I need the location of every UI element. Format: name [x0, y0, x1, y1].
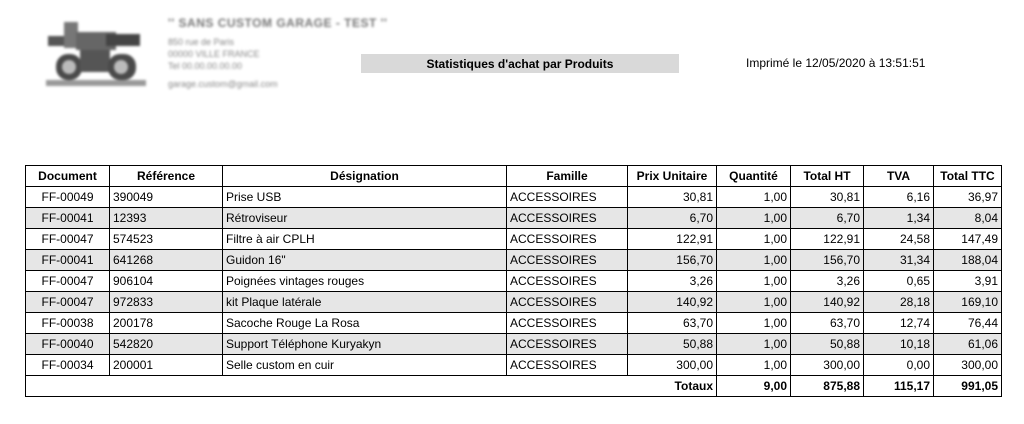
- cell-prix-unitaire: 156,70: [628, 250, 717, 271]
- print-timestamp: Imprimé le 12/05/2020 à 13:51:51: [746, 56, 926, 70]
- cell-total-ht: 63,70: [791, 313, 864, 334]
- cell-reference: 12393: [110, 208, 223, 229]
- cell-document: FF-00038: [26, 313, 110, 334]
- cell-designation: Guidon 16": [223, 250, 507, 271]
- table-row: [26, 355, 1002, 376]
- cell-tva: 31,34: [864, 250, 934, 271]
- cell-designation: kit Plaque latérale: [223, 292, 507, 313]
- cell-document: FF-00040: [26, 334, 110, 355]
- total-quantite: 9,00: [717, 376, 791, 397]
- cell-document: FF-00041: [26, 208, 110, 229]
- totals-row: [26, 376, 1002, 397]
- cell-total-ttc: 169,10: [934, 292, 1002, 313]
- totals-label: Totaux: [674, 379, 713, 393]
- cell-tva: 0,00: [864, 355, 934, 376]
- cell-total-ht: 156,70: [791, 250, 864, 271]
- total-tva: 115,17: [864, 376, 934, 397]
- cell-tva: 12,74: [864, 313, 934, 334]
- cell-document: FF-00047: [26, 292, 110, 313]
- cell-prix-unitaire: 3,26: [628, 271, 717, 292]
- purchase-statistics-table: [25, 165, 1002, 397]
- company-email: garage.custom@gmail.com: [168, 79, 278, 89]
- cell-designation: Support Téléphone Kuryakyn: [223, 334, 507, 355]
- company-phone: Tel 00.00.00.00.00: [168, 61, 243, 71]
- cell-total-ttc: 36,97: [934, 187, 1002, 208]
- report-title: Statistiques d'achat par Produits: [361, 54, 679, 73]
- table-row: [26, 208, 1002, 229]
- cell-famille: ACCESSOIRES: [507, 355, 628, 376]
- cell-quantite: 1,00: [717, 250, 791, 271]
- company-address-line: 00000 VILLE FRANCE: [168, 49, 260, 59]
- cell-total-ttc: 3,91: [934, 271, 1002, 292]
- cell-prix-unitaire: 6,70: [628, 208, 717, 229]
- total-ttc: 991,05: [934, 376, 1002, 397]
- cell-prix-unitaire: 50,88: [628, 334, 717, 355]
- column-header-prix-unitaire: Prix Unitaire: [628, 166, 717, 187]
- cell-reference: 641268: [110, 250, 223, 271]
- cell-total-ht: 6,70: [791, 208, 864, 229]
- cell-reference: 200178: [110, 313, 223, 334]
- cell-tva: 0,65: [864, 271, 934, 292]
- cell-total-ht: 122,91: [791, 229, 864, 250]
- cell-famille: ACCESSOIRES: [507, 271, 628, 292]
- cell-quantite: 1,00: [717, 355, 791, 376]
- company-name: '' SANS CUSTOM GARAGE - TEST '': [168, 16, 388, 30]
- table-row: [26, 292, 1002, 313]
- table-row: [26, 250, 1002, 271]
- cell-famille: ACCESSOIRES: [507, 334, 628, 355]
- cell-reference: 972833: [110, 292, 223, 313]
- cell-famille: ACCESSOIRES: [507, 313, 628, 334]
- cell-total-ht: 140,92: [791, 292, 864, 313]
- cell-total-ttc: 8,04: [934, 208, 1002, 229]
- table-row: [26, 334, 1002, 355]
- table-row: [26, 313, 1002, 334]
- column-header-document: Document: [26, 166, 110, 187]
- column-header-quantite: Quantité: [717, 166, 791, 187]
- company-address-line: 850 rue de Paris: [168, 37, 235, 47]
- column-header-reference: Référence: [110, 166, 223, 187]
- cell-tva: 24,58: [864, 229, 934, 250]
- cell-designation: Filtre à air CPLH: [223, 229, 507, 250]
- column-header-famille: Famille: [507, 166, 628, 187]
- cell-tva: 1,34: [864, 208, 934, 229]
- totals-spacer: [26, 376, 717, 397]
- cell-document: FF-00047: [26, 229, 110, 250]
- cell-prix-unitaire: 122,91: [628, 229, 717, 250]
- cell-famille: ACCESSOIRES: [507, 250, 628, 271]
- cell-total-ttc: 147,49: [934, 229, 1002, 250]
- cell-famille: ACCESSOIRES: [507, 208, 628, 229]
- cell-designation: Poignées vintages rouges: [223, 271, 507, 292]
- cell-total-ttc: 188,04: [934, 250, 1002, 271]
- cell-quantite: 1,00: [717, 334, 791, 355]
- cell-reference: 542820: [110, 334, 223, 355]
- cell-total-ht: 3,26: [791, 271, 864, 292]
- cell-tva: 6,16: [864, 187, 934, 208]
- cell-designation: Rétroviseur: [223, 208, 507, 229]
- table-row: [26, 229, 1002, 250]
- cell-designation: Sacoche Rouge La Rosa: [223, 313, 507, 334]
- cell-quantite: 1,00: [717, 292, 791, 313]
- cell-total-ht: 30,81: [791, 187, 864, 208]
- cell-total-ttc: 61,06: [934, 334, 1002, 355]
- cell-designation: Prise USB: [223, 187, 507, 208]
- cell-document: FF-00041: [26, 250, 110, 271]
- cell-total-ht: 50,88: [791, 334, 864, 355]
- table-header-row: [26, 166, 1002, 187]
- cell-prix-unitaire: 300,00: [628, 355, 717, 376]
- cell-reference: 906104: [110, 271, 223, 292]
- cell-total-ht: 300,00: [791, 355, 864, 376]
- cell-famille: ACCESSOIRES: [507, 187, 628, 208]
- cell-quantite: 1,00: [717, 229, 791, 250]
- cell-document: FF-00047: [26, 271, 110, 292]
- cell-famille: ACCESSOIRES: [507, 229, 628, 250]
- cell-prix-unitaire: 30,81: [628, 187, 717, 208]
- column-header-total-ttc: Total TTC: [934, 166, 1002, 187]
- total-ht: 875,88: [791, 376, 864, 397]
- column-header-total-ht: Total HT: [791, 166, 864, 187]
- table-row: [26, 187, 1002, 208]
- cell-reference: 200001: [110, 355, 223, 376]
- cell-quantite: 1,00: [717, 271, 791, 292]
- table-row: [26, 271, 1002, 292]
- cell-reference: 574523: [110, 229, 223, 250]
- cell-prix-unitaire: 63,70: [628, 313, 717, 334]
- company-logo: [46, 14, 154, 94]
- cell-famille: ACCESSOIRES: [507, 292, 628, 313]
- cell-document: FF-00034: [26, 355, 110, 376]
- table-body: [26, 187, 1002, 376]
- column-header-tva: TVA: [864, 166, 934, 187]
- cell-prix-unitaire: 140,92: [628, 292, 717, 313]
- cell-quantite: 1,00: [717, 208, 791, 229]
- cell-tva: 28,18: [864, 292, 934, 313]
- cell-total-ttc: 300,00: [934, 355, 1002, 376]
- cell-designation: Selle custom en cuir: [223, 355, 507, 376]
- cell-quantite: 1,00: [717, 313, 791, 334]
- cell-reference: 390049: [110, 187, 223, 208]
- column-header-designation: Désignation: [223, 166, 507, 187]
- cell-total-ttc: 76,44: [934, 313, 1002, 334]
- cell-document: FF-00049: [26, 187, 110, 208]
- cell-tva: 10,18: [864, 334, 934, 355]
- cell-quantite: 1,00: [717, 187, 791, 208]
- company-info: [168, 16, 387, 90]
